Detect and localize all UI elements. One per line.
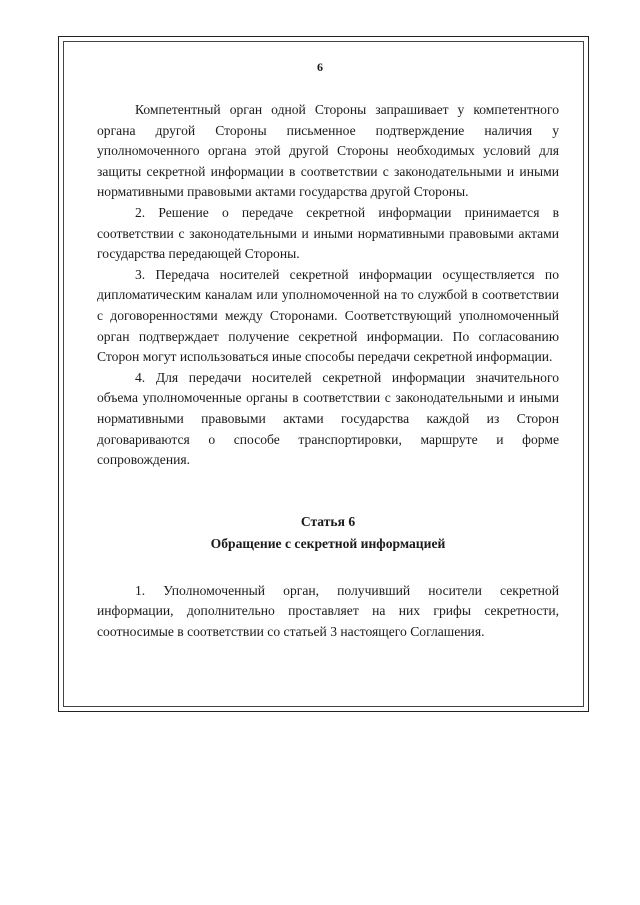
- page-number: 6: [317, 60, 323, 74]
- article-6-paragraph-1: 1. Уполномоченный орган, получивший носители секретной информации, дополнительно проставляет на них грифы секретности, соотносимые в соответствии со статьей 3 настоящего Соглашения.: [97, 582, 559, 639]
- paragraph-intro: Компетентный орган одной Стороны запрашивает у компетентного органа другой Стороны письменное подтверждение наличия у уполномоченного органа этой другой Стороны необходимых условий для защиты секретной информации в соответствии с законодательными и иными нормативными правовыми актами государства другой Стороны.: [97, 102, 559, 200]
- paragraph-2: 2. Решение о передаче секретной информации принимается в соответствии с законодательными и иными нормативными правовыми актами государства передающей Стороны.: [97, 204, 559, 262]
- article-heading: [97, 511, 559, 555]
- paragraph-4: 4. Для передачи носителей секретной информации значительного объема уполномоченные органы в соответствии с законодательными и иными нормативными правовыми актами государства каждой из Сторон договариваются о способе транспортировки, маршруте и форме сопровождения.: [97, 369, 559, 468]
- paragraph-3: 3. Передача носителей секретной информации осуществляется по дипломатическим каналам или уполномоченной на то службой в соответствии с договоренностями между Сторонами. Соответствующий уполномоченный орган подтверждает получение секретной информации. По согласованию Сторон могут использоваться иные способы передачи секретной информации.: [97, 266, 559, 365]
- article-title: Обращение с секретной информацией: [210, 535, 446, 551]
- document-body: [97, 100, 559, 642]
- article-number: Статья 6: [300, 513, 356, 529]
